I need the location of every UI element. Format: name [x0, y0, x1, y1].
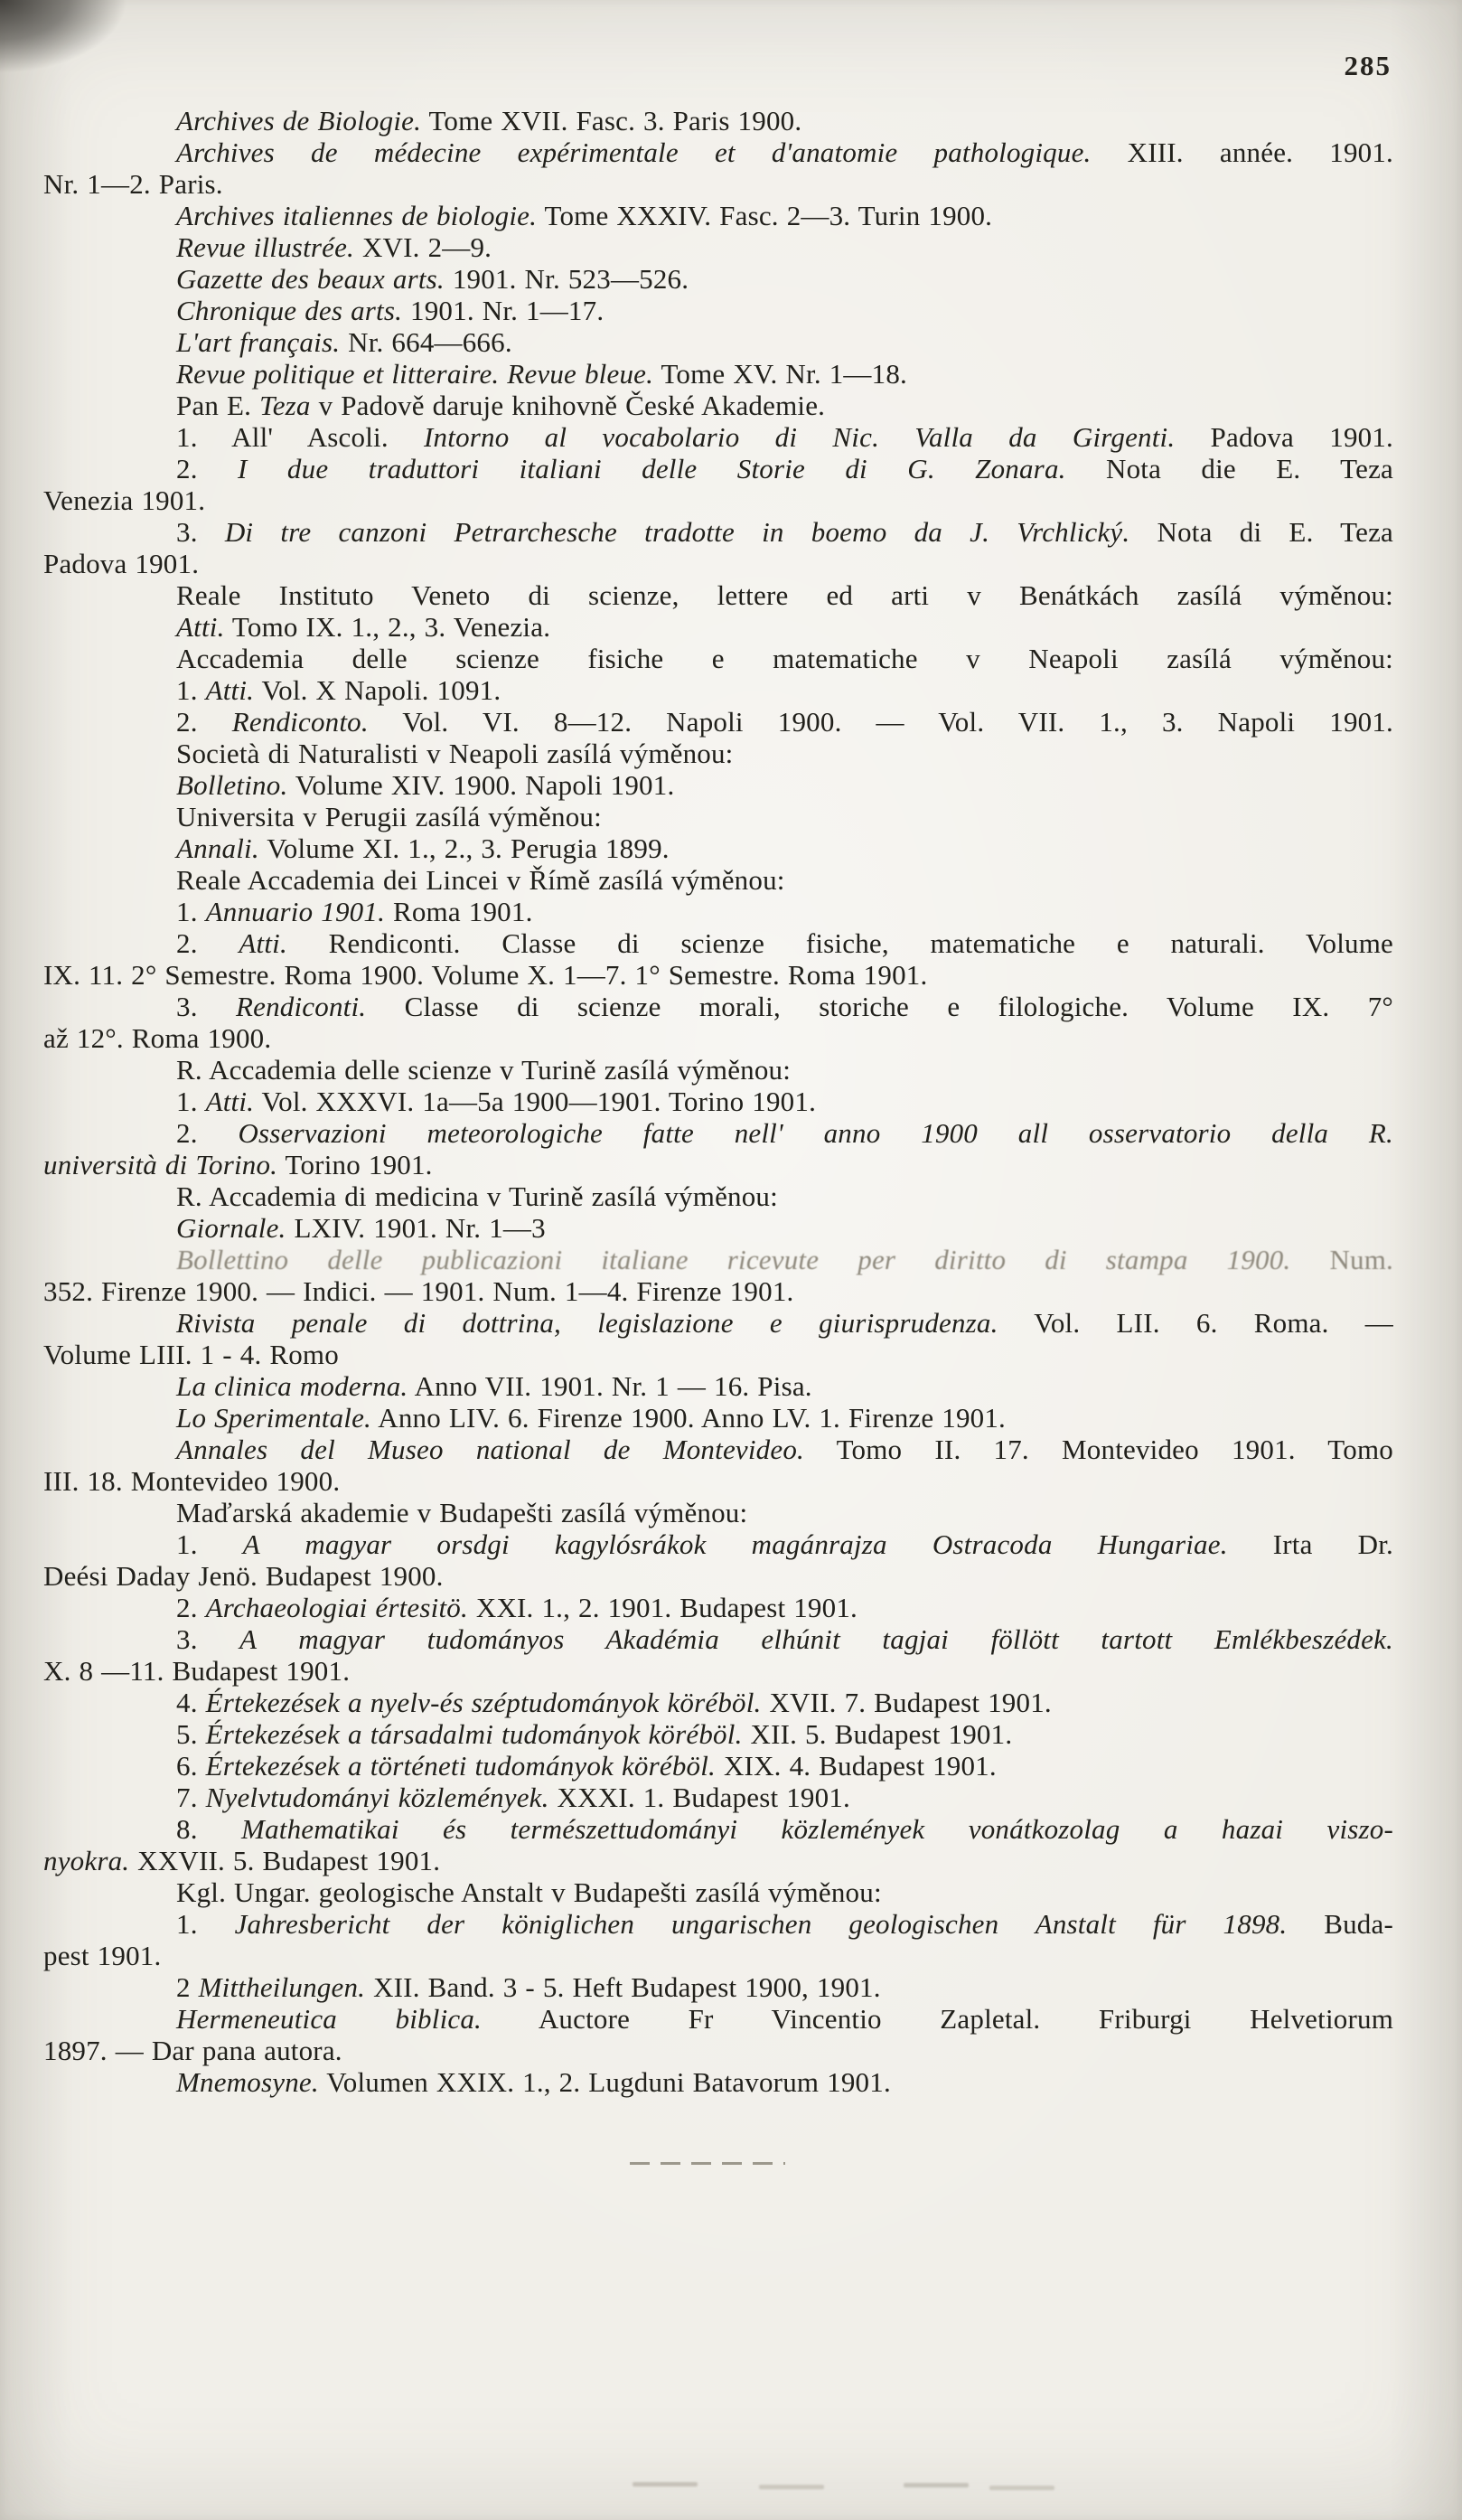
text-segment: Classe di scienze morali, storiche e filologiche. Volume IX. 7° [366, 991, 1393, 1022]
text-line [43, 1497, 1393, 1528]
text-segment: Kgl. Ungar. geologische Anstalt v Budapešti zasílá výměnou: [176, 1876, 882, 1908]
scan-corner-artifact [0, 0, 181, 104]
text-segment: Accademia delle scienze fisiche e matematiche v Neapoli zasílá výměnou: [176, 643, 1393, 674]
title-segment: Jahresbericht der königlichen ungarischen geologischen Anstalt für 1898. [234, 1908, 1288, 1940]
text-segment: Anno LIV. 6. Firenze 1900. Anno LV. 1. Firenze 1901. [371, 1402, 1007, 1434]
text-line [43, 801, 1393, 832]
text-segment: pest 1901. [43, 1940, 162, 1971]
title-segment: università di Torino. [43, 1149, 278, 1180]
text-segment: 1901. Nr. 1—17. [402, 295, 604, 326]
text-segment: Buda- [1287, 1908, 1393, 1940]
text-segment: XIII. année. 1901. [1091, 136, 1394, 168]
text-line [43, 1623, 1393, 1655]
scan-noise-specks [633, 2482, 698, 2487]
text-segment: III. 18. Montevideo 1900. [43, 1465, 341, 1497]
text-line [43, 959, 1393, 991]
text-segment: 6. [176, 1750, 206, 1782]
text-segment: 2. [176, 1117, 239, 1149]
text-segment: 1. [176, 674, 206, 706]
title-segment: Osservazioni meteorologiche fatte nell' anno 1900 all osservatorio della R. [238, 1117, 1393, 1149]
text-segment: Universita v Perugii zasílá výměnou: [176, 801, 602, 832]
text-segment: Rendiconti. Classe di scienze fisiche, matematiche e naturali. Volume [286, 927, 1393, 959]
text-segment: Volume XIV. 1900. Napoli 1901. [287, 769, 675, 801]
text-line [43, 991, 1393, 1022]
text-segment: 1. [176, 896, 206, 927]
text-segment: Volumen XXIX. 1., 2. Lugduni Batavorum 1901. [318, 2066, 891, 2098]
text-segment: 8. [176, 1813, 242, 1845]
text-segment: Nr. 664—666. [340, 326, 512, 358]
text-line [43, 927, 1393, 959]
title-segment: Archives de Biologie. [176, 105, 422, 136]
text-segment: Vol. VI. 8—12. Napoli 1900. — Vol. VII. 1., 3. Napoli 1901. [368, 706, 1393, 738]
text-line [43, 2035, 1393, 2066]
title-segment: Rendiconti. [236, 991, 367, 1022]
title-segment: Bolletino. [176, 769, 288, 801]
text-line [43, 263, 1393, 295]
text-segment: Vol. X Napoli. 1091. [254, 674, 501, 706]
text-line [43, 168, 1393, 200]
page-number: 285 [1344, 50, 1392, 81]
title-segment: Mittheilungen. [198, 1971, 366, 2003]
title-segment: Archaeologiai értesitö. [205, 1592, 468, 1623]
text-segment: XXXI. 1. Budapest 1901. [548, 1782, 850, 1813]
text-line [43, 1908, 1393, 1940]
text-segment: 3. [176, 1623, 240, 1655]
title-segment: Archives de médecine expérimentale et d'anatomie pathologique. [176, 136, 1092, 168]
text-line [43, 1022, 1393, 1054]
title-segment: Bollettino delle publicazioni italiane ricevute per diritto di stampa 1900. [176, 1244, 1291, 1275]
title-segment: A magyar tudományos Akadémia elhúnit tagjai föllött tartott Emlékbeszédek. [239, 1623, 1393, 1655]
text-segment: X. 8 —11. Budapest 1901. [43, 1655, 351, 1687]
text-segment: Anno VII. 1901. Nr. 1 — 16. Pisa. [408, 1370, 812, 1402]
text-line [43, 1782, 1393, 1813]
text-segment: Num. [1290, 1244, 1393, 1275]
title-segment: Atti. [205, 674, 255, 706]
text-segment: 1897. — Dar pana autora. [43, 2035, 342, 2066]
text-line [43, 1086, 1393, 1117]
text-segment: Irta Dr. [1227, 1528, 1393, 1560]
text-line [43, 1370, 1393, 1402]
text-segment: 1901. Nr. 523—526. [444, 263, 689, 295]
text-segment: Tomo II. 17. Montevideo 1901. Tomo [803, 1434, 1393, 1465]
text-line [43, 1718, 1393, 1750]
text-line [43, 1845, 1393, 1876]
title-segment: Értekezések a társadalmi tudományok köréböl. [205, 1718, 743, 1750]
text-line [43, 1876, 1393, 1908]
text-segment: IX. 11. 2° Semestre. Roma 1900. Volume X. 1—7. 1° Semestre. Roma 1901. [43, 959, 928, 991]
text-line [43, 1244, 1393, 1275]
title-segment: A magyar orsdgi kagylósrákok magánrajza Ostracoda Hungariae. [242, 1528, 1228, 1560]
text-segment: až 12°. Roma 1900. [43, 1022, 272, 1054]
title-segment: Annuario 1901. [205, 896, 386, 927]
text-line [43, 200, 1393, 231]
text-line [43, 769, 1393, 801]
text-line [43, 896, 1393, 927]
text-line [43, 1971, 1393, 2003]
text-line [43, 706, 1393, 738]
text-line [43, 390, 1393, 421]
text-segment: Nota di E. Teza [1129, 516, 1393, 548]
text-segment: Reale Instituto Veneto di scienze, lettere ed arti v Benátkách zasílá výměnou: [176, 579, 1393, 611]
title-segment: Gazette des beaux arts. [176, 263, 445, 295]
text-line [43, 579, 1393, 611]
text-line [43, 611, 1393, 643]
text-segment: Tome XXXIV. Fasc. 2—3. Turin 1900. [537, 200, 993, 231]
text-segment: Vol. XXXVI. 1a—5a 1900—1901. Torino 1901. [254, 1086, 817, 1117]
text-segment: XVII. 7. Budapest 1901. [761, 1687, 1052, 1718]
text-line [43, 231, 1393, 263]
title-segment: Archives italiennes de biologie. [176, 200, 538, 231]
title-segment: Hermeneutica biblica. [176, 2003, 482, 2035]
title-segment: Revue politique et litteraire. Revue bleue. [176, 358, 654, 390]
title-segment: Rendiconto. [231, 706, 369, 738]
text-segment: Pan E. [176, 390, 260, 421]
title-segment: Lo Sperimentale. [176, 1402, 372, 1434]
text-line [43, 864, 1393, 896]
text-segment: 2. [176, 1592, 206, 1623]
title-segment: La clinica moderna. [176, 1370, 408, 1402]
title-segment: Giornale. [176, 1212, 286, 1244]
text-segment: 2. [176, 453, 239, 484]
text-segment: 2 [176, 1971, 199, 2003]
text-segment: 3. [176, 516, 225, 548]
text-segment: XIX. 4. Budapest 1901. [716, 1750, 997, 1782]
text-segment: Tome XVII. Fasc. 3. Paris 1900. [421, 105, 802, 136]
text-line [43, 2066, 1393, 2098]
text-line [43, 326, 1393, 358]
text-segment: Nota die E. Teza [1065, 453, 1393, 484]
text-line [43, 358, 1393, 390]
title-segment: nyokra. [43, 1845, 130, 1876]
text-line [43, 421, 1393, 453]
text-segment: Tomo IX. 1., 2., 3. Venezia. [224, 611, 551, 643]
text-line [43, 1434, 1393, 1465]
title-segment: Értekezések a történeti tudományok köréböl. [205, 1750, 717, 1782]
text-line [43, 1813, 1393, 1845]
text-segment: Reale Accademia dei Lincei v Římě zasílá výměnou: [176, 864, 785, 896]
title-segment: Nyelvtudományi közlemények. [205, 1782, 549, 1813]
text-line [43, 1465, 1393, 1497]
title-segment: Mnemosyne. [176, 2066, 319, 2098]
text-block [43, 105, 1393, 2098]
title-segment: Atti. [176, 611, 225, 643]
title-segment: Mathematikai és természettudományi közlemények vonátkozolag a hazai viszo- [241, 1813, 1394, 1845]
text-segment: Auctore Fr Vincentio Zapletal. Friburgi Helvetiorum [482, 2003, 1394, 2035]
text-line [43, 1655, 1393, 1687]
text-segment: Roma 1901. [385, 896, 533, 927]
text-segment: XXVII. 5. Budapest 1901. [129, 1845, 441, 1876]
text-line [43, 1307, 1393, 1339]
text-segment: Maďarská akademie v Budapešti zasílá výměnou: [176, 1497, 748, 1528]
text-segment: 3. [176, 991, 236, 1022]
text-line [43, 1940, 1393, 1971]
text-segment: XII. 5. Budapest 1901. [742, 1718, 1013, 1750]
text-segment: Volume LIII. 1 - 4. Romo [43, 1339, 339, 1370]
text-segment: 1. [176, 1086, 206, 1117]
title-segment: I due traduttori italiani delle Storie di G. Zonara. [238, 453, 1066, 484]
text-line [43, 643, 1393, 674]
title-segment: Annales del Museo national de Montevideo. [176, 1434, 804, 1465]
text-line [43, 1402, 1393, 1434]
text-line [43, 105, 1393, 136]
text-line [43, 1117, 1393, 1149]
text-line [43, 674, 1393, 706]
text-line [43, 453, 1393, 484]
title-segment: Teza [259, 390, 311, 421]
text-line [43, 548, 1393, 579]
text-segment: Vol. LII. 6. Roma. — [998, 1307, 1393, 1339]
title-segment: L'art français. [176, 326, 341, 358]
text-line [43, 1054, 1393, 1086]
title-segment: Értekezések a nyelv-és széptudományok köréböl. [205, 1687, 762, 1718]
text-segment: 352. Firenze 1900. — Indici. — 1901. Num. 1—4. Firenze 1901. [43, 1275, 794, 1307]
text-segment: Nr. 1—2. Paris. [43, 168, 223, 200]
text-line [43, 136, 1393, 168]
text-line [43, 2003, 1393, 2035]
text-line [43, 516, 1393, 548]
text-segment: v Padově daruje knihovně České Akademie. [310, 390, 826, 421]
text-line [43, 484, 1393, 516]
text-line [43, 1592, 1393, 1623]
text-segment: 1. [176, 1908, 235, 1940]
text-line [43, 1560, 1393, 1592]
text-line [43, 1212, 1393, 1244]
text-line [43, 1275, 1393, 1307]
text-line [43, 1339, 1393, 1370]
text-segment: LXIV. 1901. Nr. 1—3 [286, 1212, 546, 1244]
text-segment: 4. [176, 1687, 206, 1718]
text-segment: Venezia 1901. [43, 484, 206, 516]
title-segment: Atti. [239, 927, 287, 959]
text-line [43, 1750, 1393, 1782]
text-segment: 1. All' Ascoli. [176, 421, 425, 453]
text-segment: Volume XI. 1., 2., 3. Perugia 1899. [258, 832, 670, 864]
title-segment: Di tre canzoni Petrarchesche tradotte in boemo da J. Vrchlický. [224, 516, 1130, 548]
text-segment: Deési Daday Jenö. Budapest 1900. [43, 1560, 444, 1592]
title-segment: Annali. [176, 832, 259, 864]
section-end-rule [630, 2162, 785, 2165]
text-segment: R. Accademia delle scienze v Turině zasílá výměnou: [176, 1054, 792, 1086]
text-segment: XXI. 1., 2. 1901. Budapest 1901. [467, 1592, 858, 1623]
text-segment: Padova 1901. [1175, 421, 1393, 453]
text-line [43, 1149, 1393, 1180]
text-segment: 7. [176, 1782, 206, 1813]
text-segment: 2. [176, 927, 239, 959]
title-segment: Intorno al vocabolario di Nic. Valla da Girgenti. [424, 421, 1176, 453]
title-segment: Chronique des arts. [176, 295, 403, 326]
text-segment: Società di Naturalisti v Neapoli zasílá výměnou: [176, 738, 734, 769]
text-line [43, 1528, 1393, 1560]
text-line [43, 295, 1393, 326]
text-segment: 2. [176, 706, 232, 738]
text-segment: 1. [176, 1528, 243, 1560]
text-segment: XII. Band. 3 - 5. Heft Budapest 1900, 1901. [365, 1971, 881, 2003]
text-segment: Padova 1901. [43, 548, 200, 579]
text-segment: Torino 1901. [277, 1149, 433, 1180]
text-segment: 5. [176, 1718, 206, 1750]
text-segment: XVI. 2—9. [354, 231, 492, 263]
text-line [43, 1687, 1393, 1718]
text-segment: R. Accademia di medicina v Turině zasílá výměnou: [176, 1180, 778, 1212]
title-segment: Rivista penale di dottrina, legislazione e giurisprudenza. [176, 1307, 998, 1339]
title-segment: Revue illustrée. [176, 231, 355, 263]
text-line [43, 738, 1393, 769]
text-segment: Tome XV. Nr. 1—18. [653, 358, 907, 390]
text-line [43, 832, 1393, 864]
title-segment: Atti. [205, 1086, 255, 1117]
text-line [43, 1180, 1393, 1212]
